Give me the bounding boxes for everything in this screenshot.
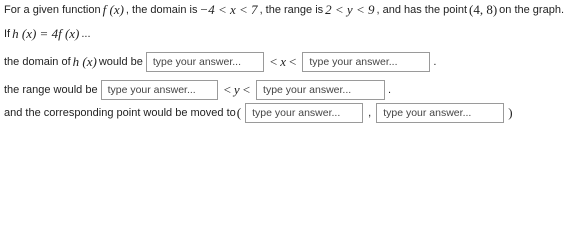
ellipsis-text: ... (81, 28, 91, 40)
range-trailing-period: . (388, 84, 392, 96)
intro-text: For a given function (4, 4, 101, 16)
graph-suffix-text: on the graph. (499, 4, 565, 16)
domain-intro-text: , the domain is (125, 4, 198, 16)
problem-statement-line (4, 2, 564, 18)
range-prefix-text: the range would be (4, 84, 98, 96)
domain-question-row (4, 52, 436, 72)
range-upper-bound-input[interactable]: type your answer... (256, 80, 385, 100)
domain-lower-bound-input[interactable]: type your answer... (146, 52, 264, 72)
transformation-line (4, 26, 91, 42)
variable-x: x (280, 54, 287, 69)
point-prefix-text: and the corresponding point would be moved to (4, 107, 236, 119)
range-lower-bound-input[interactable]: type your answer... (101, 80, 218, 100)
less-than-symbol: < (242, 82, 251, 97)
range-inequality (224, 82, 250, 98)
point-y-input[interactable]: type your answer... (376, 103, 504, 123)
if-text: If (4, 28, 11, 40)
function-f-expression: f (x) (102, 2, 124, 17)
given-range-expression: 2 < y < 9 (325, 2, 375, 17)
given-point: (4, 8) (469, 2, 498, 17)
point-question-row (4, 103, 514, 123)
point-comma: , (368, 107, 372, 119)
given-domain-expression: −4 < x < 7 (199, 2, 258, 17)
range-intro-text: , the range is (259, 4, 324, 16)
less-than-symbol: < (269, 54, 278, 69)
domain-inequality (270, 54, 296, 70)
domain-upper-bound-input[interactable]: type your answer... (302, 52, 430, 72)
would-be-text: would be (98, 56, 143, 68)
function-h-expression: h (x) (72, 54, 97, 69)
range-question-row (4, 80, 391, 100)
variable-y: y (233, 82, 240, 97)
domain-trailing-period: . (433, 56, 437, 68)
open-paren: ( (236, 105, 242, 120)
point-intro-text: , and has the point (376, 4, 467, 16)
less-than-symbol: < (223, 82, 231, 97)
point-x-input[interactable]: type your answer... (245, 103, 363, 123)
domain-prefix-text: the domain of (4, 56, 71, 68)
close-paren: ) (508, 105, 513, 120)
transformation-expression: h (x) = 4f (x) (12, 26, 80, 41)
less-than-symbol: < (289, 54, 297, 69)
